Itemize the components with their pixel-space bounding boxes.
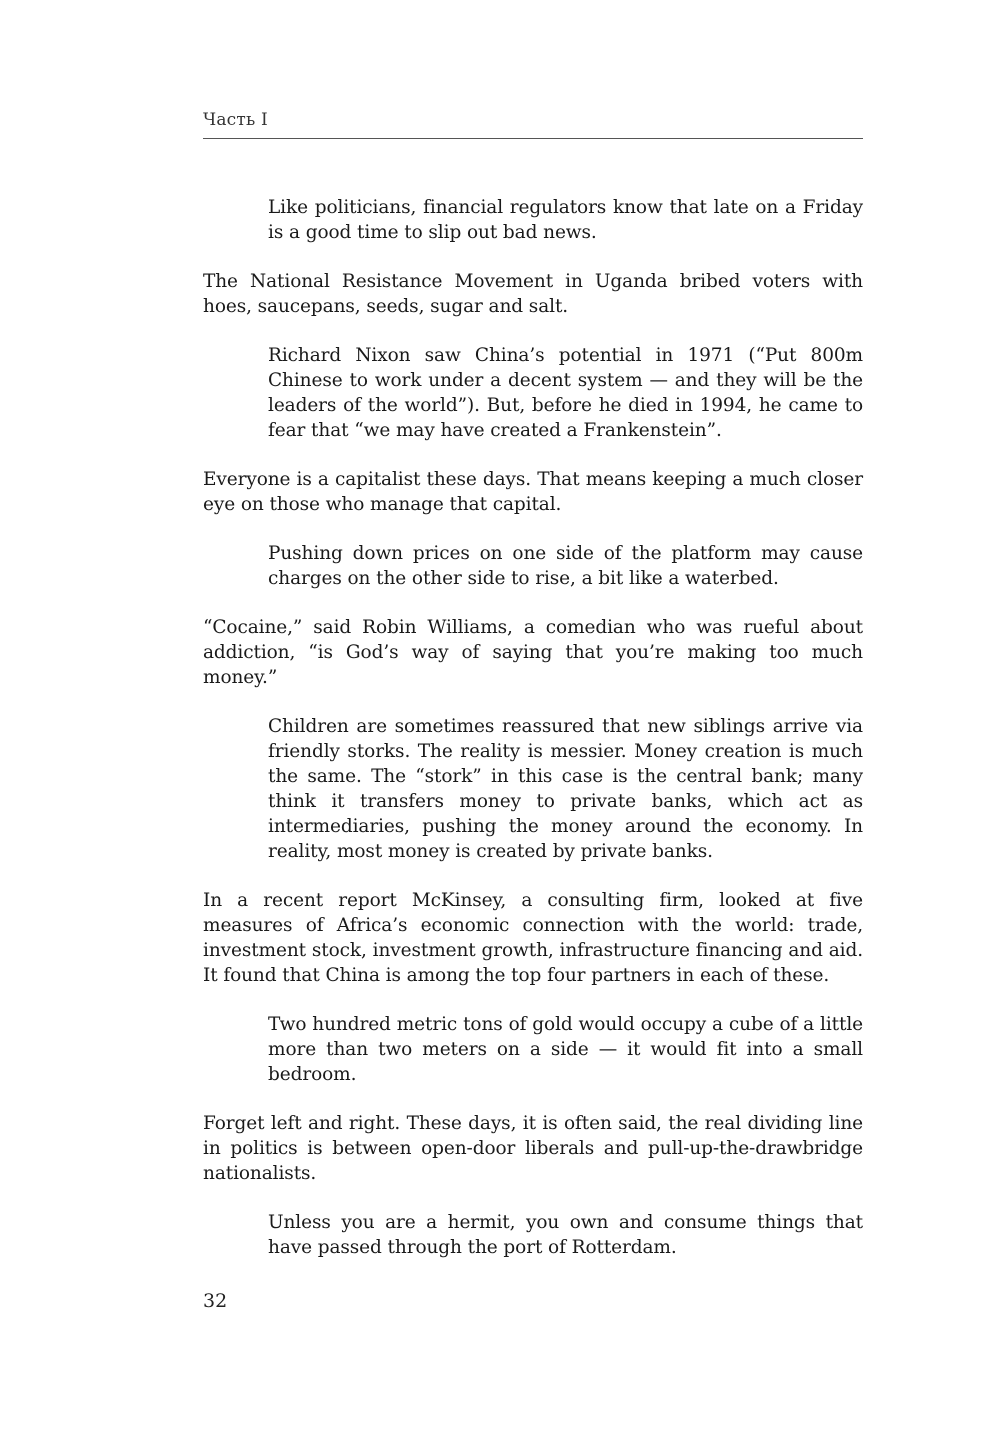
body-paragraph: Everyone is a capitalist these days. That means keeping a much closer eye on those who manage that capital.: [203, 469, 863, 515]
page-body: [203, 195, 863, 1284]
body-paragraph: “Cocaine,” said Robin Williams, a comedian who was rueful about addiction, “is God’s way of saying that you’re making too much money.”: [203, 617, 863, 688]
body-paragraph: Forget left and right. These days, it is often said, the real dividing line in politics is between open-door liberals and pull-up-the-drawbridge nationalists.: [203, 1113, 863, 1184]
quote-paragraph: Pushing down prices on one side of the platform may cause charges on the other side to rise, a bit like a waterbed.: [268, 543, 863, 589]
quote-paragraph: Unless you are a hermit, you own and consume things that have passed through the port of Rotterdam.: [268, 1212, 863, 1258]
quote-paragraph: Children are sometimes reassured that new siblings arrive via friendly storks. The reality is messier. Money creation is much the same. The “stork” in this case is the central bank; many think it transfers money to private banks, which act as intermediaries, pushing the money around the economy. In reality, most money is created by private banks.: [268, 716, 863, 862]
running-title: Часть I: [203, 110, 268, 130]
body-paragraph: The National Resistance Movement in Uganda bribed voters with hoes, saucepans, seeds, sugar and salt.: [203, 271, 863, 317]
running-header: [203, 108, 863, 139]
page-number: 32: [203, 1290, 228, 1312]
quote-paragraph: Richard Nixon saw China’s potential in 1971 (“Put 800m Chinese to work under a decent system — and they will be the leaders of the world”). But, before he died in 1994, he came to fear that “we may have created a Frankenstein”.: [268, 345, 863, 441]
body-paragraph: In a recent report McKinsey, a consulting firm, looked at five measures of Africa’s economic connection with the world: trade, investment stock, investment growth, infrastructure financing and aid. It found that China is among the top four partners in each of these.: [203, 890, 863, 986]
quote-paragraph: Two hundred metric tons of gold would occupy a cube of a little more than two meters on a side — it would fit into a small bedroom.: [268, 1014, 863, 1085]
quote-paragraph: Like politicians, financial regulators know that late on a Friday is a good time to slip out bad news.: [268, 197, 863, 243]
